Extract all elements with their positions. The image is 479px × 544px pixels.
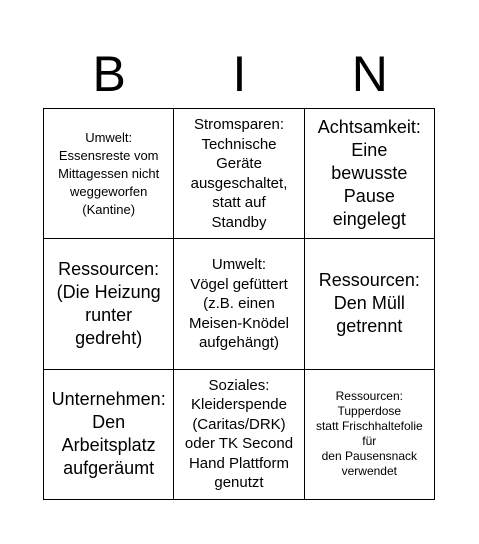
bingo-cell-text: Achtsamkeit: Eine bewusste Pause eingelegt: [317, 117, 421, 230]
bingo-cell-text: Ressourcen: Tupperdose statt Frischhaltefolie für den Pausensnack verwendet: [315, 389, 423, 479]
bingo-cell-text: Umwelt: Vögel gefüttert (z.B. einen Meisen-Knödel aufgehängt): [188, 256, 290, 352]
header-letter-i: I: [232, 46, 247, 102]
bingo-cell-text: Ressourcen: (Die Heizung runter gedreht): [56, 258, 161, 348]
bingo-cell[interactable]: [174, 370, 304, 500]
bingo-cell[interactable]: [44, 239, 174, 369]
bingo-header: [44, 40, 435, 108]
bingo-cell-text: Umwelt: Essensreste vom Mittagessen nicht weggeworfen (Kantine): [58, 129, 160, 217]
bingo-cell-text: Unternehmen: Den Arbeitsplatz aufgeräumt: [51, 389, 166, 479]
bingo-cell[interactable]: [305, 370, 435, 500]
bingo-cell[interactable]: [44, 370, 174, 500]
bingo-cell-text: Ressourcen: Den Müll getrennt: [318, 270, 420, 337]
bingo-board: [43, 108, 435, 500]
header-letter-n: N: [351, 46, 388, 102]
bingo-cell[interactable]: [305, 109, 435, 239]
bingo-cell[interactable]: [174, 109, 304, 239]
header-letter-b: B: [92, 46, 126, 102]
bingo-cell[interactable]: [305, 239, 435, 369]
bingo-cell[interactable]: [174, 239, 304, 369]
bingo-cell[interactable]: [44, 109, 174, 239]
bingo-cell-text: Soziales: Kleiderspende (Caritas/DRK) oder TK Second Hand Plattform genutzt: [184, 376, 294, 492]
bingo-cell-text: Stromsparen: Technische Geräte ausgeschaltet, statt auf Standby: [190, 116, 288, 231]
